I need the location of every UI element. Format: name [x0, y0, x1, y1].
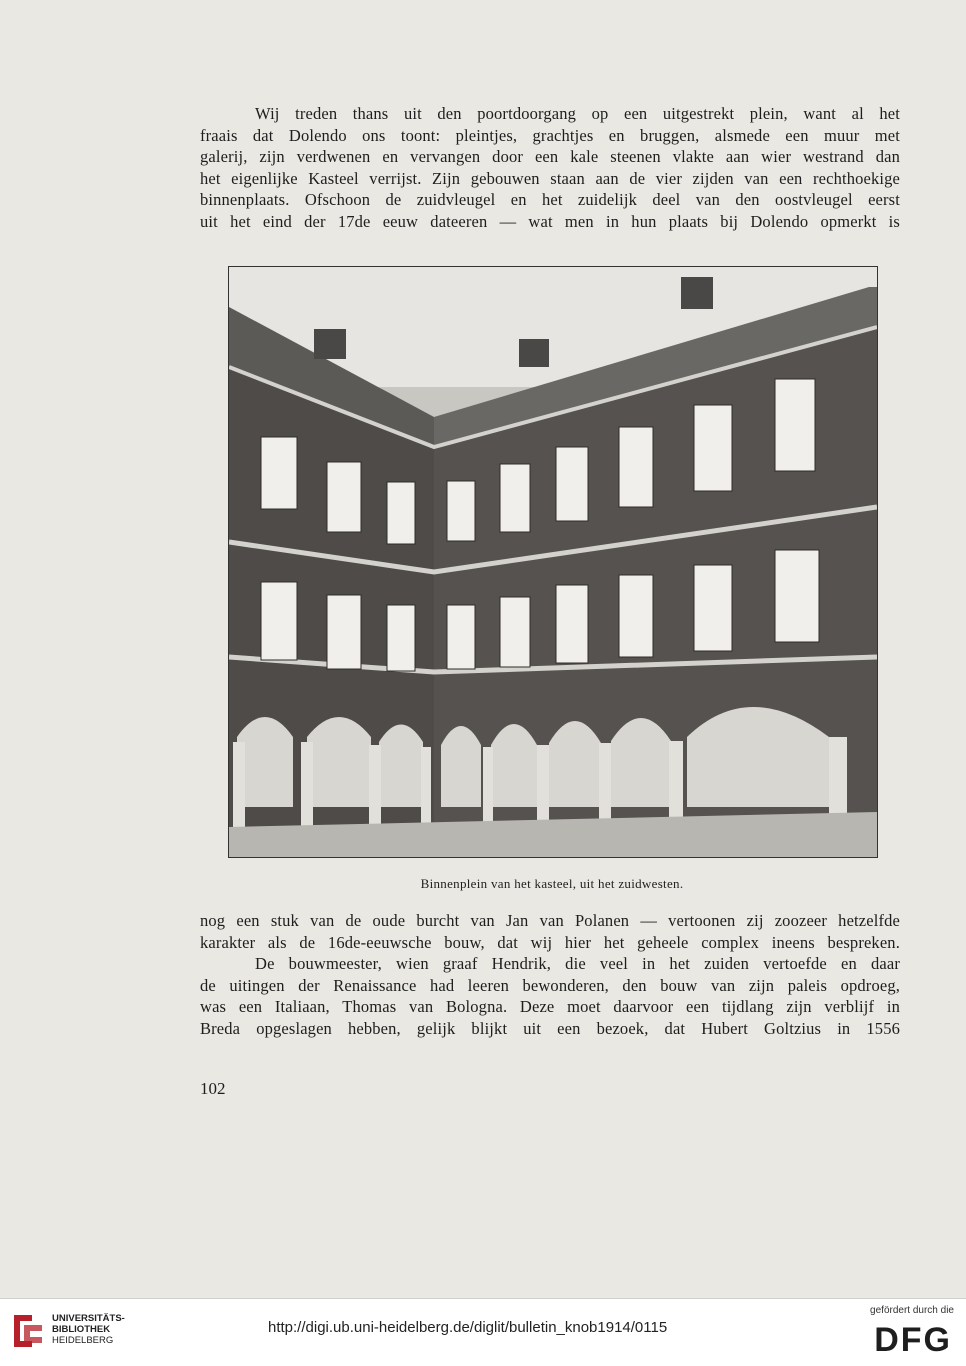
photo-caption: Binnenplein van het kasteel, uit het zuidwesten.: [420, 876, 684, 891]
library-line: BIBLIOTHEK: [52, 1324, 111, 1335]
page-number: 102: [200, 1079, 226, 1098]
text-line: Breda opgeslagen hebben, gelijk blijkt uit een bezoek, dat Hubert Goltzius in 1556: [200, 1018, 900, 1038]
paragraph-bottom: [200, 910, 900, 1039]
text-line: galerij, zijn verdwenen en vervangen door een kale steenen vlakte aan wier westrand dan: [200, 147, 900, 166]
text-line: het eigenlijke Kasteel verrijst. Zijn gebouwen staan aan de vier zijden van een rechthoekige: [200, 168, 900, 188]
text-line: uit het eind der 17de eeuw dateeren — wat men in hun plaats bij Dolendo opmerkt is: [200, 211, 900, 231]
library-line: UNIVERSITÄTS-: [52, 1313, 125, 1324]
paragraph-top: [200, 103, 900, 232]
courtyard-photograph: [228, 266, 878, 858]
library-logo-icon: [10, 1311, 46, 1351]
courtyard-illustration: [229, 267, 877, 857]
footer-bar: [0, 1298, 966, 1366]
text-line: binnenplaats. Ofschoon de zuidvleugel en het zuidelijk deel van den oostvleugel eerst: [200, 190, 900, 209]
text-line: was een Italiaan, Thomas van Bologna. Deze moet daarvoor een tijdlang zijn verblijf in: [200, 997, 900, 1016]
text-line: De bouwmeester, wien graaf Hendrik, die veel in het zuiden vertoefde en daar: [255, 954, 900, 973]
text-line: Wij treden thans uit den poortdoorgang op een uitgestrekt plein, want al het: [255, 104, 900, 123]
dfg-logo: DFG: [874, 1321, 952, 1359]
text-line: fraais dat Dolendo ons toont: pleintjes, grachtjes en bruggen, alsmede een muur met: [200, 125, 900, 145]
text-line: de uitingen der Renaissance had leeren bewonderen, den bouw van zijn paleis opdroeg,: [200, 975, 900, 995]
text-line: nog een stuk van de oude burcht van Jan van Polanen — vertoonen zij zoozeer hetzelfde: [200, 911, 900, 930]
sponsor-text: gefördert durch die: [870, 1305, 954, 1316]
library-name: [52, 1313, 125, 1346]
library-line: HEIDELBERG: [52, 1335, 114, 1346]
source-url-link[interactable]: http://digi.ub.uni-heidelberg.de/diglit/bulletin_knob1914/0115: [268, 1319, 668, 1336]
text-line: karakter als de 16de-eeuwsche bouw, dat wij hier het geheele complex ineens bespreken.: [200, 932, 900, 952]
